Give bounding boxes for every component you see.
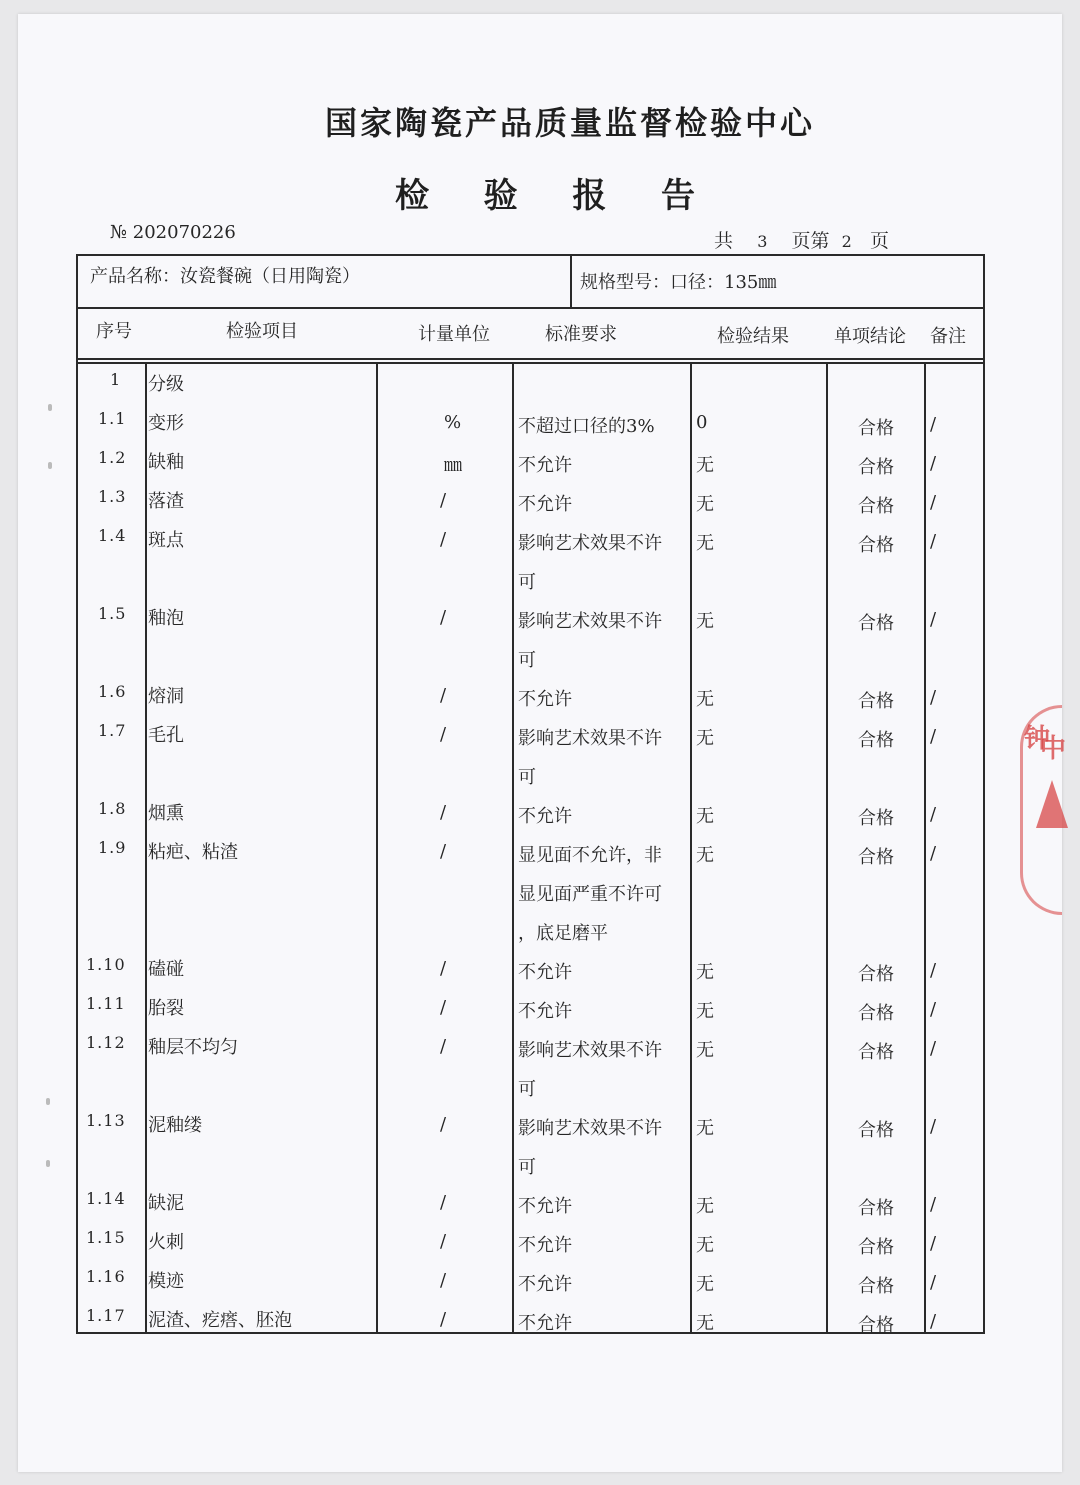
row-item: 泥釉缕 (148, 1115, 202, 1136)
row-result: 无 (696, 1235, 714, 1256)
table-rule (512, 362, 514, 1334)
row-seq: 1.15 (86, 1228, 126, 1247)
row-result: 无 (696, 1040, 714, 1061)
row-item: 泥渣、疙瘩、胚泡 (148, 1310, 292, 1331)
row-remark: / (930, 726, 937, 747)
table-rule (570, 256, 572, 308)
row-standard-line: 可 (518, 572, 536, 593)
row-remark: / (930, 609, 937, 630)
seal-star-icon (1036, 780, 1068, 828)
row-seq: 1.5 (98, 604, 127, 623)
table-rule (145, 362, 147, 1334)
row-standard-line: 不允许 (518, 1001, 572, 1022)
column-header-remark: 备注 (930, 326, 966, 347)
row-conclusion: 合格 (858, 847, 894, 868)
row-remark: / (930, 453, 937, 474)
row-remark: / (930, 1194, 937, 1215)
row-remark: / (930, 1233, 937, 1254)
row-standard-line: 不允许 (518, 962, 572, 983)
report-title-char: 报 (572, 176, 607, 216)
row-seq: 1.3 (98, 487, 127, 506)
row-result: 无 (696, 1274, 714, 1295)
row-remark: / (930, 687, 937, 708)
row-conclusion: 合格 (858, 808, 894, 829)
row-conclusion: 合格 (858, 496, 894, 517)
row-item: 烟熏 (148, 803, 184, 824)
page-prefix: 共 (714, 230, 734, 252)
row-standard-line: 可 (518, 767, 536, 788)
row-result: 无 (696, 728, 714, 749)
page-current: 2 (841, 232, 852, 251)
product-spec: 规格型号：口径：135㎜ (580, 272, 777, 293)
row-remark: / (930, 1116, 937, 1137)
punch-mark (48, 404, 52, 411)
row-item: 毛孔 (148, 725, 184, 746)
row-unit: / (440, 1309, 447, 1330)
row-unit: / (440, 724, 447, 745)
table-rule (76, 358, 985, 360)
page-suffix: 页 (869, 230, 889, 252)
row-item: 熔洞 (148, 686, 184, 707)
table-rule (826, 362, 828, 1334)
row-conclusion: 合格 (858, 1042, 894, 1063)
row-conclusion: 合格 (858, 1120, 894, 1141)
row-conclusion: 合格 (858, 1237, 894, 1258)
row-conclusion: 合格 (858, 535, 894, 556)
row-remark: / (930, 999, 937, 1020)
row-item: 火刺 (148, 1232, 184, 1253)
row-conclusion: 合格 (858, 1198, 894, 1219)
row-seq: 1.12 (86, 1033, 126, 1052)
row-unit: / (440, 802, 447, 823)
row-standard-line: 显见面不允许，非 (518, 845, 662, 866)
row-seq: 1.11 (86, 994, 126, 1013)
row-remark: / (930, 414, 937, 435)
row-conclusion: 合格 (858, 457, 894, 478)
row-standard-line: 影响艺术效果不许 (518, 1040, 662, 1061)
row-unit: / (440, 685, 447, 706)
row-unit: / (440, 1192, 447, 1213)
row-standard-line: 可 (518, 650, 536, 671)
report-title-char: 验 (483, 176, 518, 216)
row-standard-line: 不允许 (518, 1313, 572, 1334)
row-result: 无 (696, 533, 714, 554)
row-standard-line: 不允许 (518, 1196, 572, 1217)
row-standard-line: 显见面严重不许可 (518, 884, 662, 905)
row-standard-line: 不允许 (518, 806, 572, 827)
row-unit: / (440, 1270, 447, 1291)
product-name: 产品名称：汝瓷餐碗（日用陶瓷） (90, 266, 360, 287)
row-standard-line: 不允许 (518, 689, 572, 710)
punch-mark (48, 462, 52, 469)
row-result: 无 (696, 455, 714, 476)
row-standard-line: 影响艺术效果不许 (518, 728, 662, 749)
row-seq: 1.7 (98, 721, 127, 740)
row-unit: / (440, 1114, 447, 1135)
row-seq: 1.4 (98, 526, 127, 545)
row-unit: / (440, 1231, 447, 1252)
row-standard-line: ，底足磨平 (518, 923, 608, 944)
page-middle: 页第 (791, 230, 830, 252)
row-item: 釉泡 (148, 608, 184, 629)
row-result: 无 (696, 845, 714, 866)
row-item: 落渣 (148, 491, 184, 512)
row-seq: 1.17 (86, 1306, 126, 1325)
seal-char: 中 (1040, 734, 1067, 764)
column-header-unit: 计量单位 (418, 324, 490, 345)
row-standard-line: 影响艺术效果不许 (518, 611, 662, 632)
row-seq: 1.13 (86, 1111, 126, 1130)
row-unit: / (440, 607, 447, 628)
row-item: 缺泥 (148, 1193, 184, 1214)
row-standard-line: 可 (518, 1079, 536, 1100)
row-seq: 1.14 (86, 1189, 126, 1208)
column-header-conclusion: 单项结论 (834, 326, 906, 347)
row-result: 无 (696, 962, 714, 983)
row-result: 无 (696, 1118, 714, 1139)
row-standard-line: 可 (518, 1157, 536, 1178)
column-header-standard: 标准要求 (545, 324, 617, 345)
row-seq: 1.16 (86, 1267, 126, 1286)
row-standard-line: 不允许 (518, 1274, 572, 1295)
row-conclusion: 合格 (858, 1003, 894, 1024)
table-rule (924, 362, 926, 1334)
row-conclusion: 合格 (858, 1315, 894, 1336)
row-conclusion: 合格 (858, 418, 894, 439)
report-title (395, 168, 695, 217)
row-result: 无 (696, 806, 714, 827)
row-standard-line: 不允许 (518, 494, 572, 515)
page-indicator (714, 226, 889, 253)
row-item: 粘疤、粘渣 (148, 842, 238, 863)
punch-mark (46, 1160, 50, 1167)
page-total: 3 (757, 232, 768, 251)
punch-mark (46, 1098, 50, 1105)
row-item: 釉层不均匀 (148, 1037, 238, 1058)
row-standard-line: 影响艺术效果不许 (518, 533, 662, 554)
seal-char: 钟 (1024, 724, 1051, 754)
row-unit: / (440, 1036, 447, 1057)
row-conclusion: 合格 (858, 1276, 894, 1297)
row-remark: / (930, 531, 937, 552)
row-item: 变形 (148, 413, 184, 434)
table-rule (76, 362, 985, 364)
row-unit: % (444, 412, 462, 433)
report-number: № 202070226 (110, 222, 236, 243)
row-seq: 1.10 (86, 955, 126, 974)
row-result: 0 (696, 412, 708, 433)
row-item: 胎裂 (148, 998, 184, 1019)
row-item: 缺釉 (148, 452, 184, 473)
row-seq: 1 (110, 370, 122, 389)
row-remark: / (930, 1272, 937, 1293)
row-conclusion: 合格 (858, 730, 894, 751)
row-standard-line: 不允许 (518, 455, 572, 476)
report-title-char: 告 (660, 176, 695, 216)
row-result: 无 (696, 1001, 714, 1022)
report-title-char: 检 (395, 176, 429, 216)
table-rule (76, 307, 985, 309)
table-rule (690, 362, 692, 1334)
row-remark: / (930, 1038, 937, 1059)
row-result: 无 (696, 1313, 714, 1334)
organization-title: 国家陶瓷产品质量监督检验中心 (324, 104, 815, 142)
row-result: 无 (696, 494, 714, 515)
row-unit: / (440, 529, 447, 550)
row-unit: / (440, 997, 447, 1018)
row-seq: 1.1 (98, 409, 127, 428)
row-result: 无 (696, 611, 714, 632)
row-standard-line: 不超过口径的3% (518, 416, 655, 437)
column-header-seq: 序号 (96, 321, 132, 342)
column-header-result: 检验结果 (717, 326, 789, 347)
row-unit: ㎜ (444, 455, 462, 476)
row-conclusion: 合格 (858, 964, 894, 985)
row-conclusion: 合格 (858, 691, 894, 712)
row-standard-line: 不允许 (518, 1235, 572, 1256)
row-result: 无 (696, 689, 714, 710)
row-unit: / (440, 958, 447, 979)
row-remark: / (930, 843, 937, 864)
row-seq: 1.6 (98, 682, 127, 701)
row-seq: 1.2 (98, 448, 127, 467)
row-result: 无 (696, 1196, 714, 1217)
row-unit: / (440, 490, 447, 511)
row-item: 模迹 (148, 1271, 184, 1292)
row-item: 分级 (148, 374, 184, 395)
row-remark: / (930, 1311, 937, 1332)
row-item: 磕碰 (148, 959, 184, 980)
row-remark: / (930, 804, 937, 825)
row-remark: / (930, 492, 937, 513)
row-conclusion: 合格 (858, 613, 894, 634)
row-seq: 1.9 (98, 838, 127, 857)
row-standard-line: 影响艺术效果不许 (518, 1118, 662, 1139)
row-remark: / (930, 960, 937, 981)
column-header-item: 检验项目 (226, 321, 298, 342)
row-unit: / (440, 841, 447, 862)
row-item: 斑点 (148, 530, 184, 551)
row-seq: 1.8 (98, 799, 127, 818)
table-rule (376, 362, 378, 1334)
